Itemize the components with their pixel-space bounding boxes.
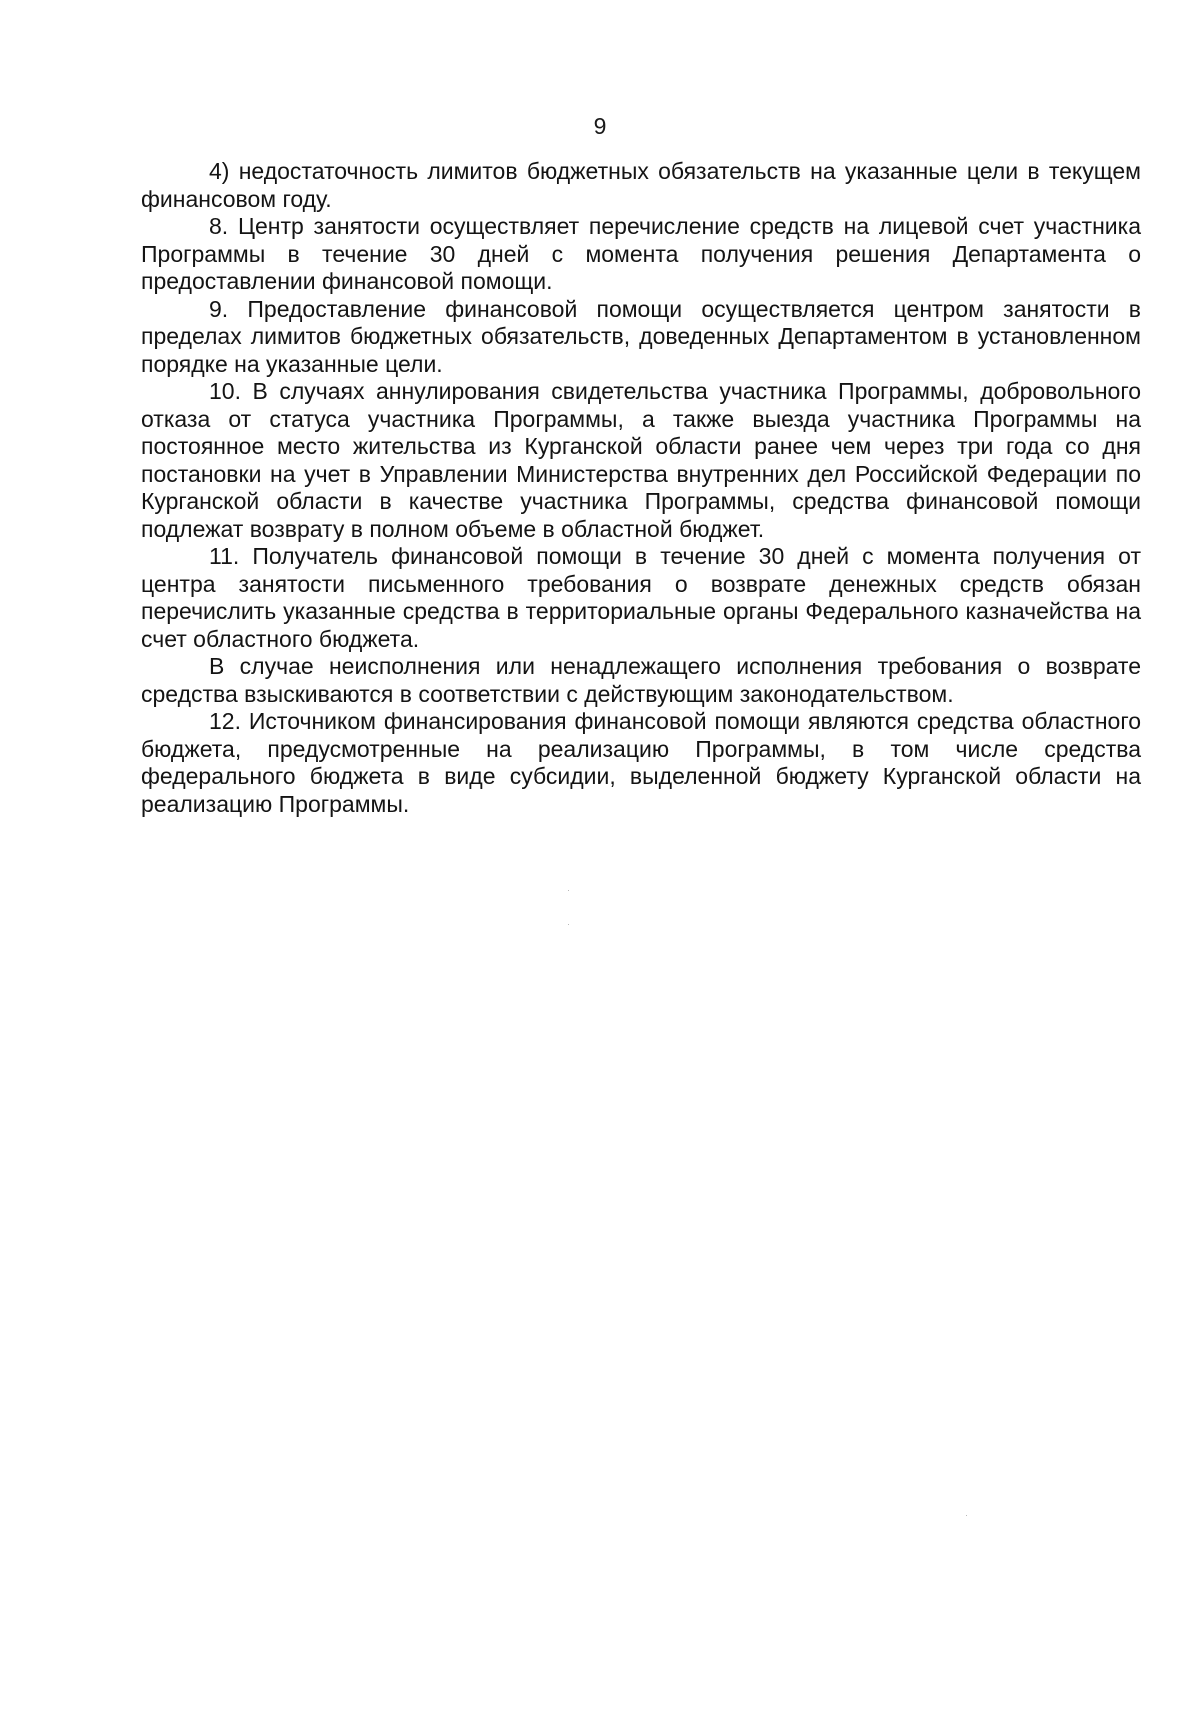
paragraph-item-9: 9. Предоставление финансовой помощи осуществляется центром занятости в пределах лимитов бюджетных обязательств, доведенных Департаментом в установленном порядке на указанные цели. (141, 295, 1141, 377)
page-number: 9 (593, 113, 607, 139)
paragraph-item-8: 8. Центр занятости осуществляет перечисление средств на лицевой счет участника Программы в течение 30 дней с момента получения решения Департамента о предоставлении финансовой помощи. (141, 213, 1141, 294)
paragraph-item-11: 11. Получатель финансовой помощи в течение 30 дней с момента получения от центра занятости письменного требования о возврате денежных средств обязан перечислить указанные средства в территориальные органы Федерального казначейства на счет областного бюджета. (141, 543, 1141, 652)
scan-speck (966, 1515, 967, 1516)
paragraph-item-10: 10. В случаях аннулирования свидетельства участника Программы, добровольного отказа от статуса участника Программы, а также выезда участника Программы на постоянное место жительства из Курганской области ранее чем через три года со дня постановки на учет в Управлении Министерства внутренних дел Российской Федерации по Курганской области в качестве участника Программы, средства финансовой помощи подлежат возврату в полном объеме в областной бюджет. (141, 378, 1141, 542)
paragraph-item-4: 4) недостаточность лимитов бюджетных обязательств на указанные цели в текущем финансовом году. (141, 158, 1141, 212)
scan-speck (568, 890, 569, 891)
paragraph-item-12: 12. Источником финансирования финансовой помощи являются средства областного бюджета, предусмотренные на реализацию Программы, в том числе средства федерального бюджета в виде субсидии, выделенной бюджету Курганской области на реализацию Программы. (141, 708, 1141, 817)
paragraph-refund-enforcement: В случае неисполнения или ненадлежащего исполнения требования о возврате средства взыскиваются в соответствии с действующим законодательством. (141, 653, 1141, 707)
document-body (141, 158, 1141, 818)
scan-speck (568, 924, 569, 925)
